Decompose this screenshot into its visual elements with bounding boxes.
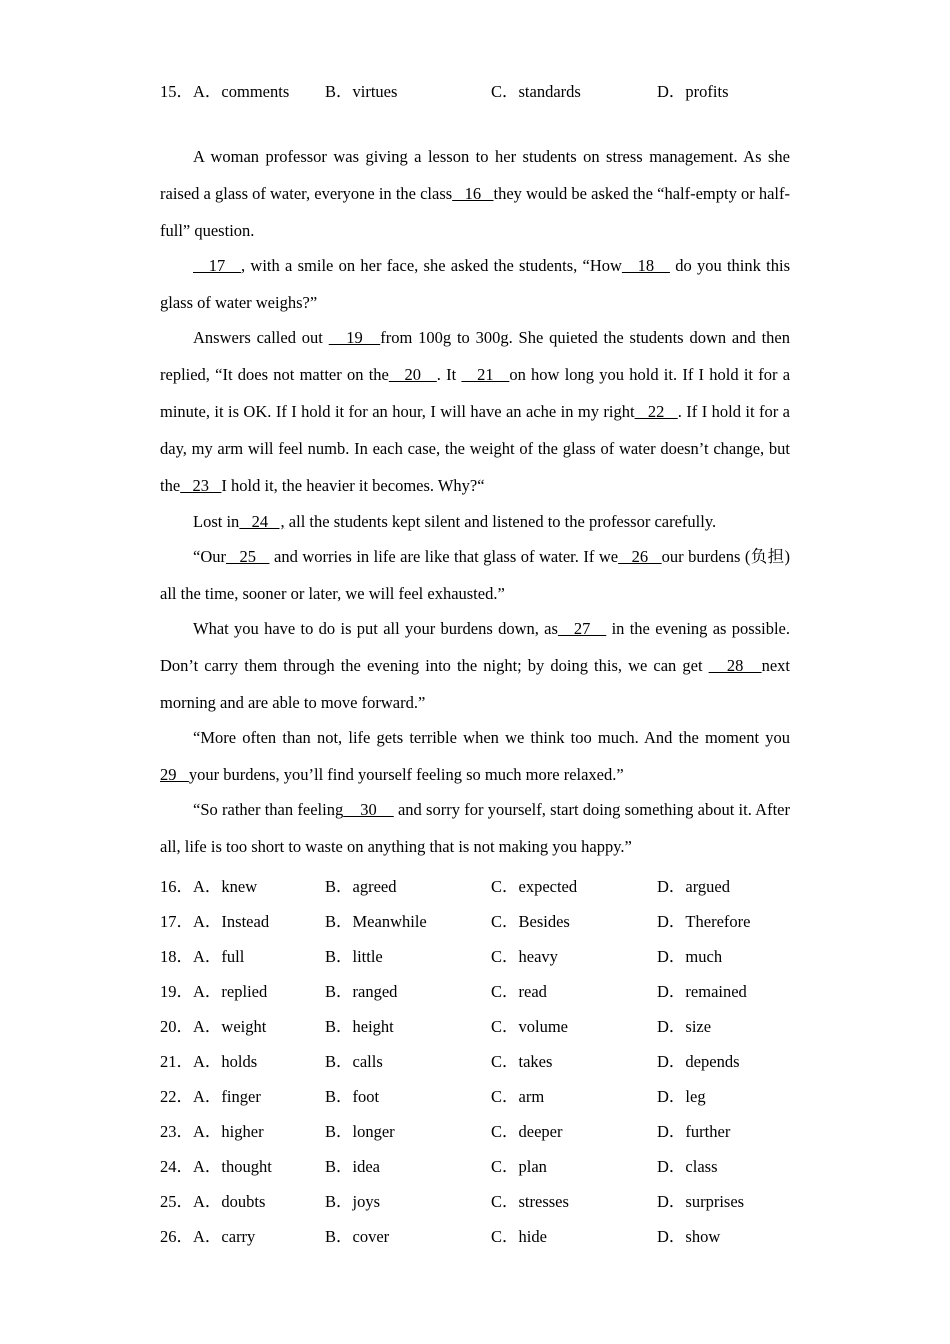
option-d: D．depends bbox=[657, 1052, 740, 1071]
option-c: C．stresses bbox=[491, 1192, 569, 1211]
option-b: B．ranged bbox=[325, 982, 398, 1001]
blank-28: 28 bbox=[708, 656, 762, 675]
option-a: A．replied bbox=[193, 982, 268, 1001]
question-20 bbox=[160, 1013, 800, 1037]
option-c: C．heavy bbox=[491, 947, 558, 966]
question-number: 23． bbox=[160, 1122, 193, 1141]
question-number: 24． bbox=[160, 1157, 193, 1176]
question-number: 16． bbox=[160, 877, 193, 896]
option-a: A．higher bbox=[193, 1122, 264, 1141]
option-a: A．thought bbox=[193, 1157, 272, 1176]
blank-18: 18 bbox=[621, 256, 670, 275]
question-number: 17． bbox=[160, 912, 193, 931]
paragraph-5: “Our 25 and worries in life are like that glass of water. If we 26 our burdens (负担) all the time, sooner or later, we will feel exhausted.” bbox=[160, 547, 790, 603]
option-c: C．plan bbox=[491, 1157, 547, 1176]
question-23 bbox=[160, 1118, 800, 1142]
blank-23: 23 bbox=[180, 476, 222, 495]
blank-26: 26 bbox=[618, 547, 662, 566]
option-d: D．class bbox=[657, 1157, 718, 1176]
option-b: B．calls bbox=[325, 1052, 383, 1071]
question-number: 25． bbox=[160, 1192, 193, 1211]
paragraph-2: 17 , with a smile on her face, she asked the students, “How 18 do you think this glass of water weighs?” bbox=[160, 256, 790, 312]
option-a: A．full bbox=[193, 947, 245, 966]
blank-24: 24 , bbox=[239, 512, 285, 531]
option-b: B．joys bbox=[325, 1192, 381, 1211]
blank-25: 25 bbox=[225, 547, 270, 566]
option-a: A．weight bbox=[193, 1017, 267, 1036]
option-c: C．arm bbox=[491, 1087, 545, 1106]
blank-22: 22 bbox=[634, 402, 678, 421]
option-b: B．Meanwhile bbox=[325, 912, 427, 931]
option-a: A．doubts bbox=[193, 1192, 266, 1211]
option-d: D．further bbox=[657, 1122, 731, 1141]
option-c: C．Besides bbox=[491, 912, 570, 931]
blank-19: 19 bbox=[328, 328, 381, 347]
question-24 bbox=[160, 1153, 800, 1177]
option-a: A．finger bbox=[193, 1087, 261, 1106]
question-number: 20． bbox=[160, 1017, 193, 1036]
option-c: C．expected bbox=[491, 877, 578, 896]
question-18 bbox=[160, 943, 800, 967]
option-d: D．remained bbox=[657, 982, 747, 1001]
question-16 bbox=[160, 873, 800, 897]
paragraph-1: A woman professor was giving a lesson to her students on stress management. As she raised a glass of water, everyone in the class 16 they would be asked the “half-empty or half-full” question. bbox=[160, 147, 791, 240]
question-17 bbox=[160, 908, 800, 932]
option-d: D．profits bbox=[657, 82, 729, 101]
option-d: D．much bbox=[657, 947, 723, 966]
question-number: 21． bbox=[160, 1052, 193, 1071]
question-number: 15． bbox=[160, 82, 193, 101]
option-c: C．takes bbox=[491, 1052, 553, 1071]
option-b: B．little bbox=[325, 947, 383, 966]
option-a: A．Instead bbox=[193, 912, 270, 931]
question-number: 22． bbox=[160, 1087, 193, 1106]
paragraph-3: Answers called out 19 from 100g to 300g. She quieted the students down and then replied, “It does not matter on the 20 . It 21 on how long you hold it. If I hold it for a minute, it is OK. If I hold it for an hour, I will have an ache in my right 22 . If I hold it for a day, my arm will feel numb. In each case, the weight of the glass of water doesn’t change, but the 23 I hold it, the heavier it becomes. Why?“ bbox=[160, 328, 791, 495]
blank-16: 16 bbox=[452, 184, 494, 203]
option-d: D．size bbox=[657, 1017, 712, 1036]
question-26 bbox=[160, 1223, 800, 1247]
option-c: C．volume bbox=[491, 1017, 568, 1036]
option-b: B．agreed bbox=[325, 877, 397, 896]
blank-21: 21 bbox=[461, 365, 510, 384]
paragraph-6: What you have to do is put all your burdens down, as 27 in the evening as possible. Don’t carry them through the evening into the night; by doing this, we can get 28 next morning and are able to move forward.” bbox=[160, 619, 791, 712]
option-c: C．deeper bbox=[491, 1122, 563, 1141]
option-b: B．longer bbox=[325, 1122, 395, 1141]
option-c: C．standards bbox=[491, 82, 581, 101]
option-a: A．holds bbox=[193, 1052, 258, 1071]
paragraph-8: “So rather than feeling 30 and sorry for yourself, start doing something about it. After all, life is too short to waste on anything that is not making you happy.” bbox=[160, 800, 790, 856]
option-b: B．cover bbox=[325, 1227, 390, 1246]
option-b: B．virtues bbox=[325, 82, 398, 101]
option-a: A．knew bbox=[193, 877, 258, 896]
question-19 bbox=[160, 978, 800, 1002]
paragraph-7: “More often than not, life gets terrible when we think too much. And the moment you 29 your burdens, you’ll find yourself feeling so much more relaxed.” bbox=[160, 728, 790, 784]
question-25 bbox=[160, 1188, 800, 1212]
blank-27: 27 bbox=[557, 619, 607, 638]
blank-30: 30 bbox=[343, 800, 394, 819]
question-15 bbox=[160, 78, 800, 102]
question-number: 18． bbox=[160, 947, 193, 966]
option-d: D．leg bbox=[657, 1087, 706, 1106]
option-a: A．comments bbox=[193, 82, 290, 101]
option-b: B．foot bbox=[325, 1087, 380, 1106]
option-b: B．idea bbox=[325, 1157, 380, 1176]
question-number: 26． bbox=[160, 1227, 193, 1246]
option-d: D．Therefore bbox=[657, 912, 751, 931]
blank-29: 29 bbox=[160, 765, 189, 784]
option-a: A．carry bbox=[193, 1227, 256, 1246]
option-d: D．show bbox=[657, 1227, 721, 1246]
option-c: C．hide bbox=[491, 1227, 547, 1246]
question-22 bbox=[160, 1083, 800, 1107]
option-d: D．argued bbox=[657, 877, 731, 896]
option-c: C．read bbox=[491, 982, 547, 1001]
blank-20: 20 bbox=[388, 365, 437, 384]
option-d: D．surprises bbox=[657, 1192, 745, 1211]
question-number: 19． bbox=[160, 982, 193, 1001]
question-21 bbox=[160, 1048, 800, 1072]
paragraph-4: Lost in 24 , all the students kept silent and listened to the professor carefully. bbox=[193, 512, 717, 531]
option-b: B．height bbox=[325, 1017, 394, 1036]
blank-17: 17 bbox=[193, 256, 242, 275]
